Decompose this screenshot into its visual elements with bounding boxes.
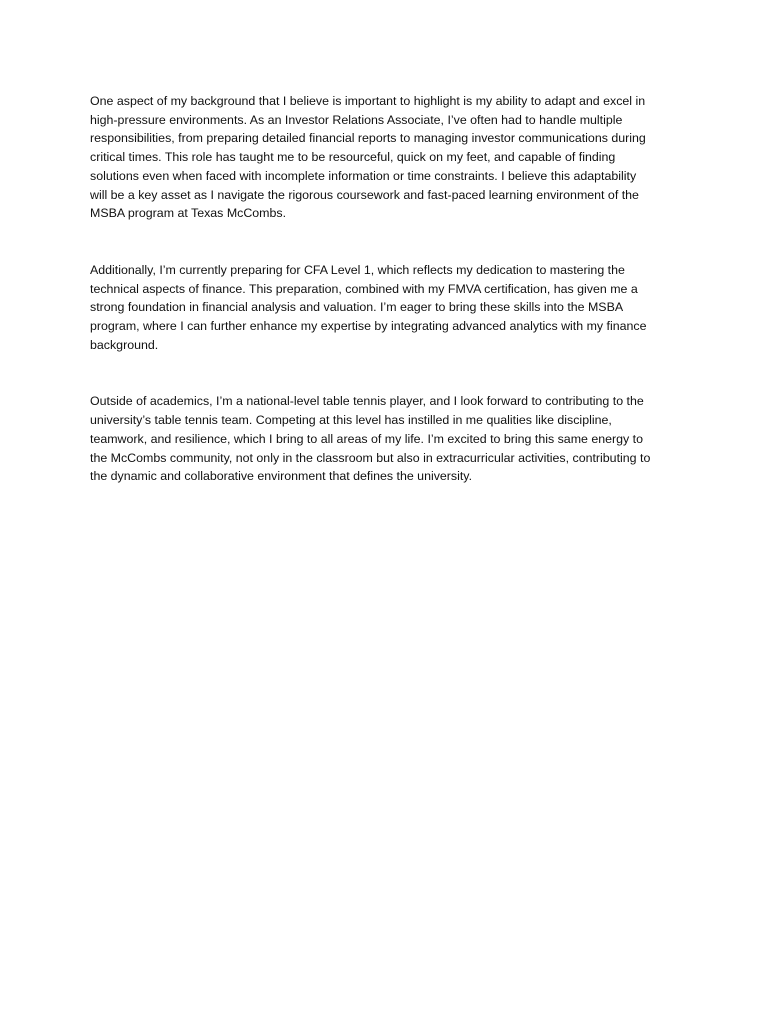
document-body [90,92,682,524]
paragraph-line: Additionally, I’m currently preparing for CFA Level 1, which reflects my dedication to mastering the [90,262,625,277]
paragraph-line: university’s table tennis team. Competing at this level has instilled in me qualities like discipline, [90,413,612,428]
paragraph-line: the McCombs community, not only in the classroom but also in extracurricular activities, contributing to [90,450,651,465]
paragraph-line: Outside of academics, I’m a national-level table tennis player, and I look forward to contributing to the [90,394,644,409]
paragraph-line: solutions even when faced with incomplete information or time constraints. I believe this adaptability [90,168,637,183]
paragraph-line: One aspect of my background that I believe is important to highlight is my ability to adapt and excel in [90,94,646,108]
paragraph-line: program, where I can further enhance my expertise by integrating advanced analytics with my finance [90,319,647,334]
paragraph-cfa [90,261,682,355]
paragraph-line: critical times. This role has taught me to be resourceful, quick on my feet, and capable of finding [90,150,616,165]
paragraph-line: high-pressure environments. As an Investor Relations Associate, I’ve often had to handle multiple [90,112,623,127]
paragraph-line: the dynamic and collaborative environment that defines the university. [90,469,473,484]
paragraph-line: background. [90,337,159,352]
paragraph-line: will be a key asset as I navigate the rigorous coursework and fast-paced learning environment of the [90,187,639,202]
paragraph-table-tennis [90,392,682,486]
paragraph-line: MSBA program at Texas McCombs. [90,206,287,221]
paragraph-adaptability [90,92,682,223]
paragraph-line: responsibilities, from preparing detailed financial reports to managing investor communications during [90,131,646,146]
paragraph-line: technical aspects of finance. This preparation, combined with my FMVA certification, has given me a [90,281,638,296]
paragraph-line: strong foundation in financial analysis and valuation. I’m eager to bring these skills into the MSBA [90,300,624,315]
paragraph-line: teamwork, and resilience, which I bring to all areas of my life. I’m excited to bring this same energy to [90,431,644,446]
